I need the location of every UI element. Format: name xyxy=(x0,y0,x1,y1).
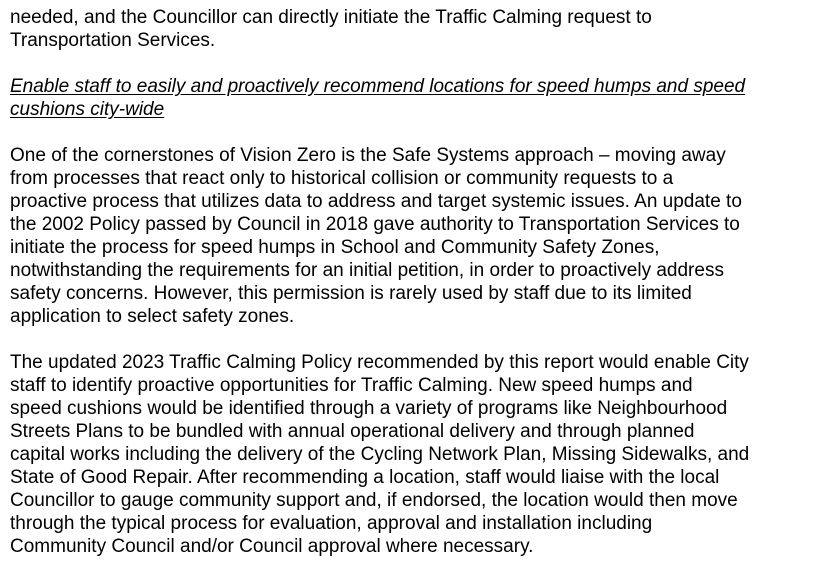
section-heading xyxy=(10,75,822,121)
text-line: proactive process that utilizes data to address and target systemic issues. An update to xyxy=(10,191,742,212)
text-line: Councillor to gauge community support and, if endorsed, the location would then move xyxy=(10,490,738,511)
text-line: Streets Plans to be bundled with annual operational delivery and through planned xyxy=(10,421,695,442)
heading-line: cushions city-wide xyxy=(10,99,165,120)
heading-line: Enable staff to easily and proactively recommend locations for speed humps and speed xyxy=(10,76,746,97)
paragraph-spacer xyxy=(10,52,822,75)
text-line: notwithstanding the requirements for an initial petition, in order to proactively address xyxy=(10,260,724,281)
document-page xyxy=(10,6,822,558)
text-line: speed cushions would be identified through a variety of programs like Neighbourhood xyxy=(10,398,728,419)
text-line: State of Good Repair. After recommending a location, staff would liaise with the local xyxy=(10,467,720,488)
text-line: staff to identify proactive opportunities for Traffic Calming. New speed humps and xyxy=(10,375,693,396)
text-line: One of the cornerstones of Vision Zero is the Safe Systems approach – moving away xyxy=(10,145,726,166)
text-line: Community Council and/or Council approval where necessary. xyxy=(10,536,534,557)
text-line: needed, and the Councillor can directly initiate the Traffic Calming request to xyxy=(10,7,652,28)
text-line: safety concerns. However, this permission is rarely used by staff due to its limited xyxy=(10,283,692,304)
text-line: the 2002 Policy passed by Council in 2018 gave authority to Transportation Services to xyxy=(10,214,740,235)
paragraph-policy-2023 xyxy=(10,351,822,558)
text-line: from processes that react only to historical collision or community requests to a xyxy=(10,168,674,189)
paragraph-spacer xyxy=(10,328,822,351)
text-line: through the typical process for evaluation, approval and installation including xyxy=(10,513,653,534)
text-line: Transportation Services. xyxy=(10,30,216,51)
text-line: The updated 2023 Traffic Calming Policy recommended by this report would enable City xyxy=(10,352,749,373)
text-line: initiate the process for speed humps in School and Community Safety Zones, xyxy=(10,237,660,258)
paragraph-continued xyxy=(10,6,822,52)
paragraph-vision-zero xyxy=(10,144,822,328)
text-line: application to select safety zones. xyxy=(10,306,295,327)
text-line: capital works including the delivery of the Cycling Network Plan, Missing Sidewalks, and xyxy=(10,444,750,465)
paragraph-spacer xyxy=(10,121,822,144)
